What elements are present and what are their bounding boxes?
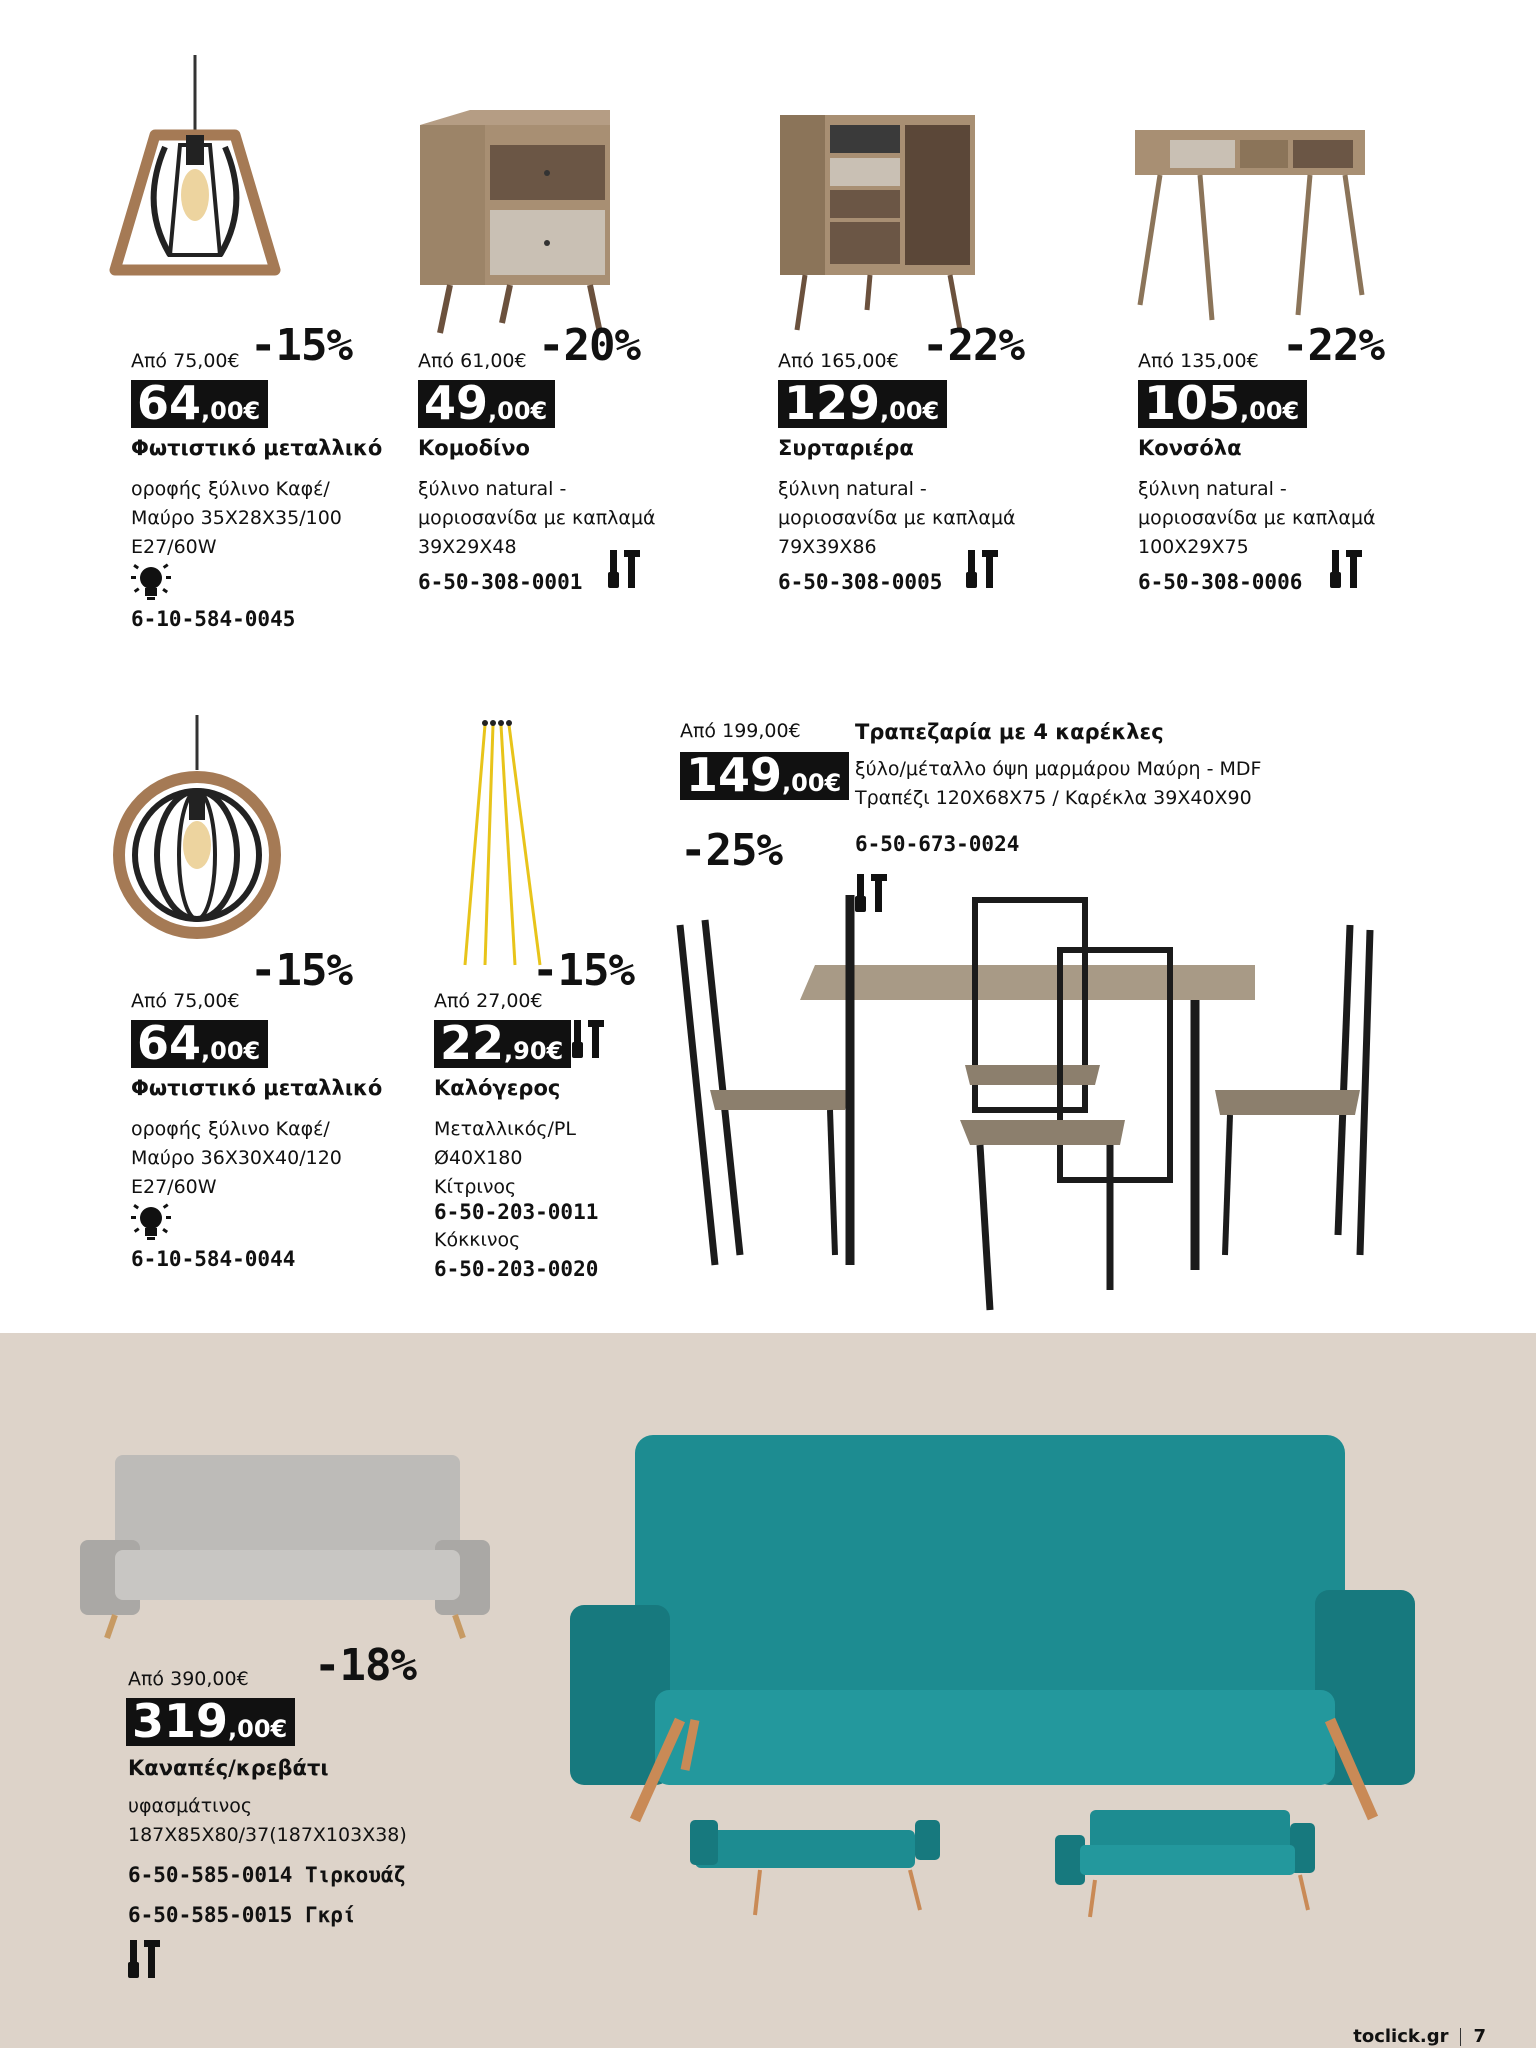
desc-line: 39X29X48 [418,536,517,558]
discount-badge: -18% [314,1640,416,1691]
coat-rack-image [445,715,555,975]
desc-line: Ø40X180 [434,1147,523,1169]
desc-line: Κίτρινος [434,1176,517,1198]
desc-line: Τραπέζι 120X68X75 / Καρέκλα 39X40X90 [855,787,1252,809]
discount-badge: -25% [680,825,782,876]
desc-line: E27/60W [131,1176,217,1198]
price-decimal: ,00€ [880,397,940,425]
desc-line: μοριοσανίδα με καπλαμά [418,507,656,529]
product-code: 6-50-673-0024 [855,832,1020,856]
pendant-lamp-image [100,55,290,295]
product-description [128,1792,407,1850]
product-name: Τραπεζαρία με 4 καρέκλες [855,720,1164,744]
variant-label: Κόκκινος [434,1229,521,1251]
old-price: Από 165,00€ [778,350,899,372]
price-decimal: ,00€ [228,1715,288,1743]
product-description [778,475,1016,562]
product-code: 6-10-584-0044 [131,1247,296,1271]
old-price: Από 75,00€ [131,990,240,1012]
product-description [434,1115,576,1202]
price-decimal: ,00€ [488,397,548,425]
product-code-variant: 6-50-203-0020 [434,1257,599,1281]
price-tag [1138,376,1307,430]
desc-line: E27/60W [131,536,217,558]
product-name: Καλόγερος [434,1076,561,1100]
old-price: Από 27,00€ [434,990,543,1012]
desc-line: ξύλο/μέταλλο όψη μαρμάρου Μαύρη - MDF [855,758,1262,780]
page-number: 7 [1473,2026,1486,2047]
product-name: Κονσόλα [1138,436,1242,460]
round-pendant-lamp-image [105,715,295,955]
assembly-tools-icon [966,550,998,588]
desc-line: μοριοσανίδα με καπλαμά [1138,507,1376,529]
product-description [131,1115,342,1202]
discount-badge: -15% [532,945,634,996]
product-description [1138,475,1376,562]
product-name: Συρταριέρα [778,436,914,460]
discount-badge: -20% [538,320,640,371]
product-name: Κομοδίνο [418,436,530,460]
grey-sofa-bed-image [75,1450,495,1640]
assembly-tools-icon [128,1940,160,1978]
desc-line: οροφής ξύλινο Καφέ/ [131,1118,330,1140]
desc-line: ξύλινη natural - [778,478,927,500]
price-integer: 129 [784,376,881,430]
product-name: Καναπές/κρεβάτι [128,1756,329,1780]
site-link[interactable]: toclick.gr [1353,2026,1449,2047]
teal-sofa-bed-flat-image [685,1815,945,1920]
old-price: Από 75,00€ [131,350,240,372]
desc-line: Μεταλλικός/PL [434,1118,576,1140]
discount-badge: -15% [250,945,352,996]
desc-line: υφασμάτινος [128,1795,252,1817]
assembly-tools-icon [572,1020,604,1058]
price-integer: 64 [137,1016,202,1070]
product-description [131,475,342,562]
desc-line: 79X39X86 [778,536,877,558]
old-price: Από 390,00€ [128,1668,249,1690]
price-tag [418,376,555,430]
product-code: 6-50-585-0014 Τιρκουάζ [128,1863,407,1887]
desc-line: ξύλινη natural - [1138,478,1287,500]
teal-sofa-bed-image [565,1430,1425,1825]
price-decimal: ,00€ [201,397,261,425]
price-integer: 105 [1144,376,1241,430]
console-table-image [1130,125,1370,325]
price-decimal: ,00€ [1240,397,1300,425]
product-name: Φωτιστικό μεταλλικό [131,1076,383,1100]
product-code-variant: 6-50-585-0015 Γκρί [128,1903,356,1927]
led-bulb-icon [131,1203,171,1241]
desc-line: οροφής ξύλινο Καφέ/ [131,478,330,500]
discount-badge: -15% [250,320,352,371]
assembly-tools-icon [855,874,887,912]
product-description [418,475,656,562]
price-integer: 49 [424,376,489,430]
desc-line: μοριοσανίδα με καπλαμά [778,507,1016,529]
price-tag [434,1016,571,1070]
price-integer: 64 [137,376,202,430]
price-integer: 149 [686,748,783,802]
product-code: 6-50-308-0005 [778,570,943,594]
price-integer: 319 [132,1694,229,1748]
product-code: 6-50-308-0006 [1138,570,1303,594]
price-tag [680,748,849,802]
desc-line: 187X85X80/37(187X103X38) [128,1824,407,1846]
discount-badge: -22% [922,320,1024,371]
price-decimal: ,00€ [782,769,842,797]
product-code: 6-50-203-0011 [434,1200,599,1224]
desc-line: 100X29X75 [1138,536,1249,558]
teal-sofa-bed-recline-image [1050,1805,1320,1920]
product-description [855,755,1261,813]
price-tag [131,376,268,430]
desc-line: ξύλινο natural - [418,478,567,500]
product-code: 6-10-584-0045 [131,607,296,631]
price-tag [131,1016,268,1070]
dining-set-image [670,895,1390,1315]
old-price: Από 199,00€ [680,720,801,742]
nightstand-image [410,105,620,335]
price-tag [126,1694,295,1748]
price-decimal: ,00€ [201,1037,261,1065]
price-tag [778,376,947,430]
desc-line: Μαύρο 35X28X35/100 [131,507,342,529]
assembly-tools-icon [608,550,640,588]
assembly-tools-icon [1330,550,1362,588]
price-integer: 22 [440,1016,505,1070]
led-bulb-icon [131,563,171,601]
page-footer [1353,2026,1486,2047]
desc-line: Μαύρο 36X30X40/120 [131,1147,342,1169]
chest-of-drawers-image [775,110,980,335]
footer-divider [1460,2028,1461,2046]
old-price: Από 135,00€ [1138,350,1259,372]
product-code: 6-50-308-0001 [418,570,583,594]
old-price: Από 61,00€ [418,350,527,372]
price-decimal: ,90€ [504,1037,564,1065]
discount-badge: -22% [1282,320,1384,371]
product-name: Φωτιστικό μεταλλικό [131,436,383,460]
